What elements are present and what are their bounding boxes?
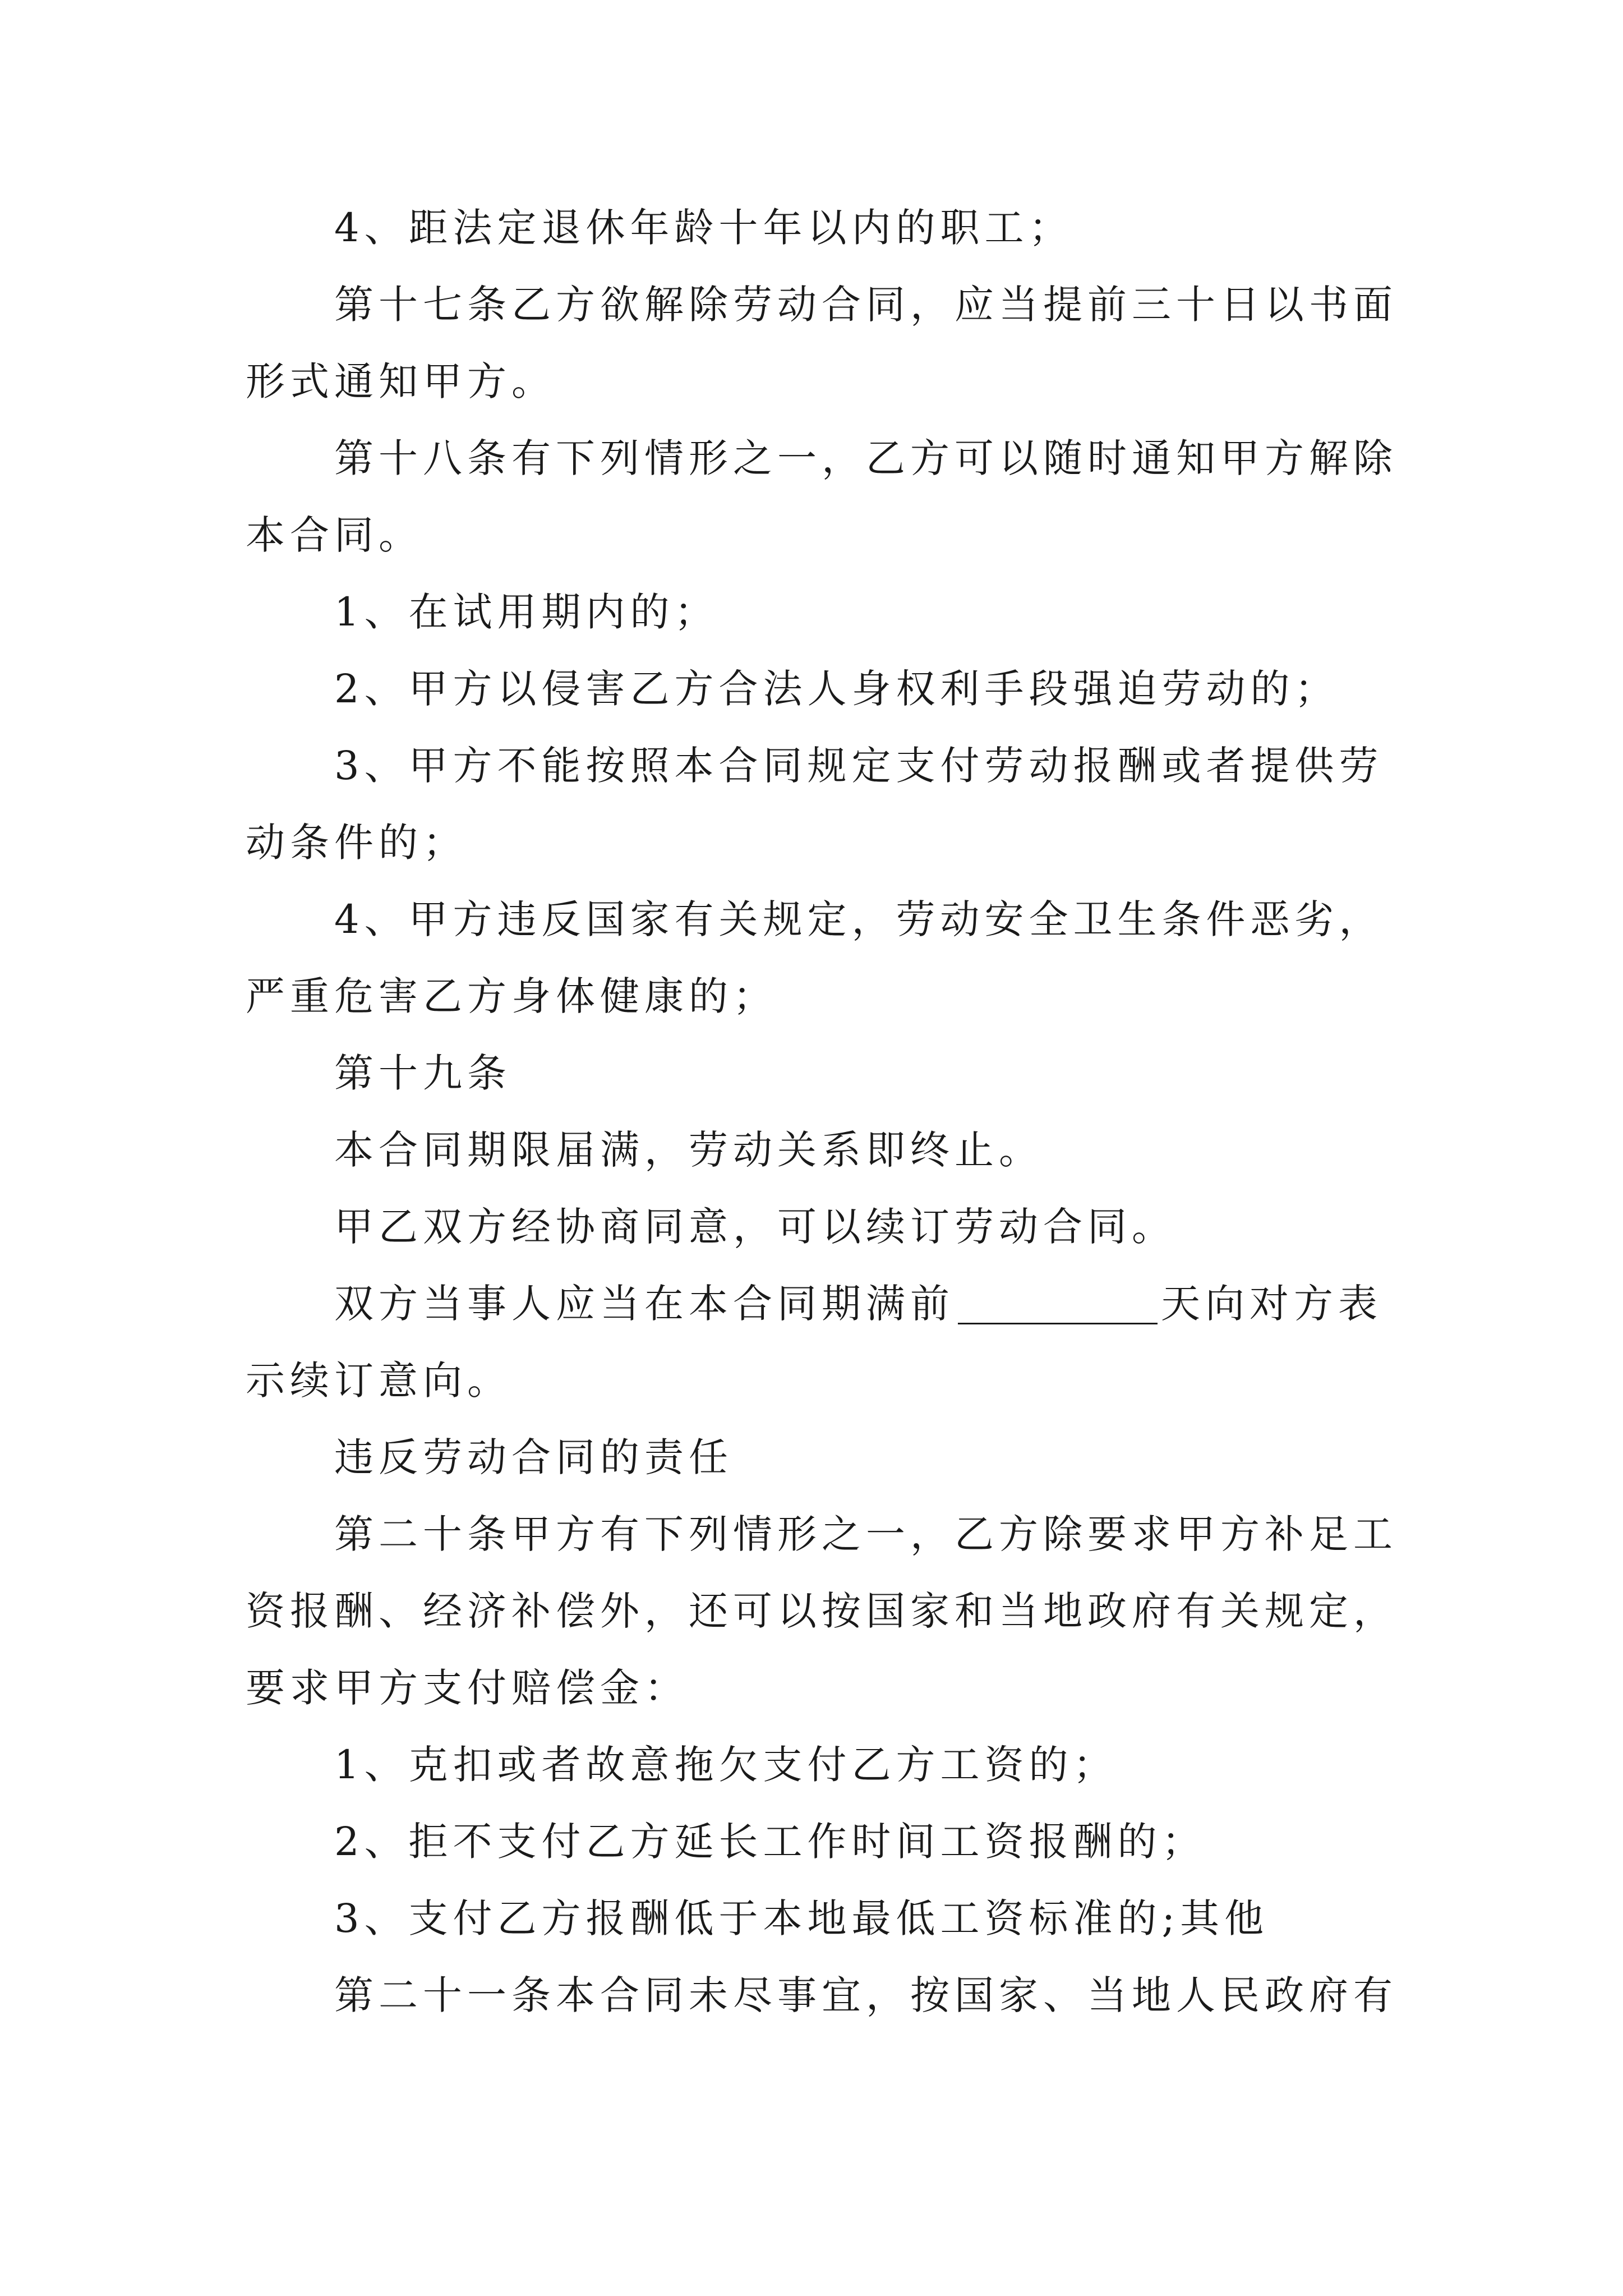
paragraph-line: 3、甲方不能按照本合同规定支付劳动报酬或者提供劳 [334,743,1384,789]
section-heading: 违反劳动合同的责任 [334,1434,733,1480]
paragraph-line: 第二十一条本合同未尽事宜，按国家、当地人民政府有 [334,1972,1398,2018]
paragraph-line: 4、甲方违反国家有关规定，劳动安全卫生条件恶劣， [334,896,1384,942]
renewal-text-before: 双方当事人应当在本合同期满前 [334,1281,955,1327]
paragraph-line: 第十八条有下列情形之一，乙方可以随时通知甲方解除 [334,435,1398,481]
paragraph-line: 2、甲方以侵害乙方合法人身权利手段强迫劳动的； [334,666,1339,712]
paragraph-line: 3、支付乙方报酬低于本地最低工资标准的;其他 [334,1895,1269,1941]
paragraph-line: 本合同期限届满，劳动关系即终止。 [334,1127,1043,1173]
paragraph-line: 4、距法定退休年龄十年以内的职工； [334,205,1073,251]
paragraph-line: 2、拒不支付乙方延长工作时间工资报酬的； [334,1819,1206,1865]
fill-in-blank [958,1283,1158,1324]
paragraph-line: 资报酬、经济补偿外，还可以按国家和当地政府有关规定， [246,1588,1398,1634]
paragraph-line: 第十七条乙方欲解除劳动合同，应当提前三十日以书面 [334,282,1398,328]
paragraph-line: 1、克扣或者故意拖欠支付乙方工资的； [334,1742,1118,1788]
article-heading: 第十九条 [334,1050,511,1096]
paragraph-line: 示续订意向。 [246,1358,511,1404]
contract-text [246,190,1398,2034]
paragraph-line: 严重危害乙方身体健康的； [246,973,777,1019]
paragraph-line: 1、在试用期内的； [334,589,719,635]
renewal-line [246,1266,1390,1342]
paragraph-line: 第二十条甲方有下列情形之一，乙方除要求甲方补足工 [334,1511,1398,1557]
paragraph-line: 形式通知甲方。 [246,358,556,404]
renewal-text-after: 天向对方表 [1161,1281,1382,1327]
paragraph-line: 要求甲方支付赔偿金： [246,1665,689,1711]
paragraph-line: 本合同。 [246,512,423,558]
paragraph-line: 甲乙双方经协商同意，可以续订劳动合同。 [334,1204,1176,1250]
paragraph-line: 动条件的； [246,820,467,866]
